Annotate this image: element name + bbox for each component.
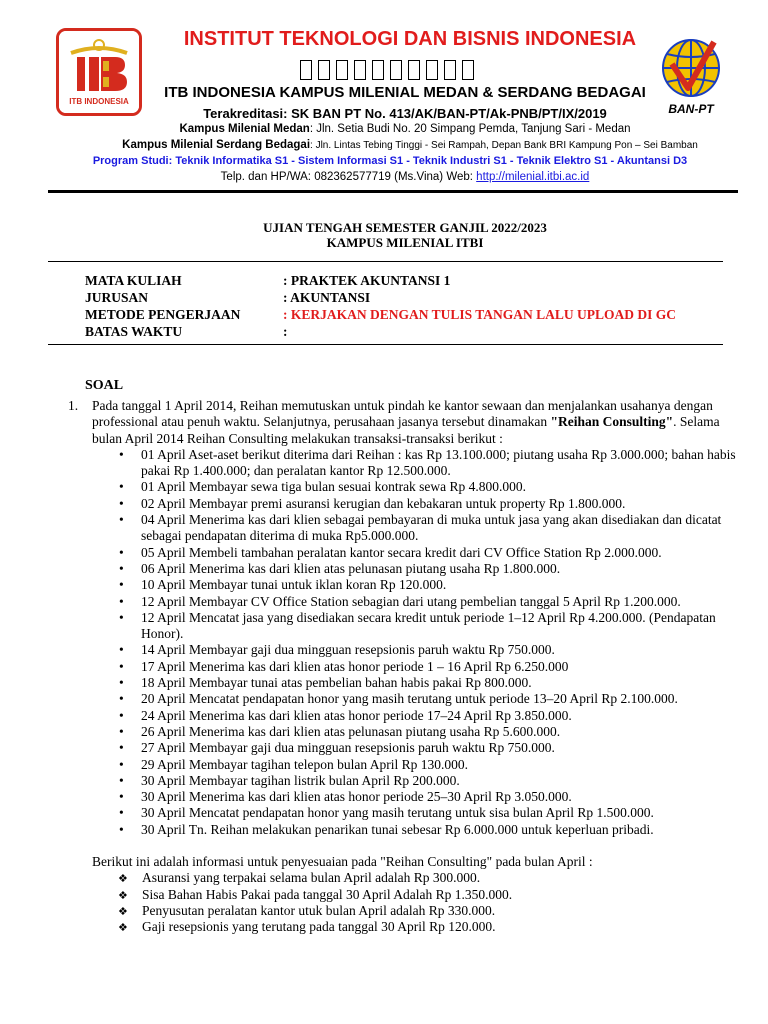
transaction-item [119, 789, 751, 805]
transaction-text: 30 April Membayar tagihan listrik bulan April Rp 200.000. [141, 772, 460, 788]
transaction-text: 18 April Membayar tunai atas pembelian bahan habis pakai Rp 800.000. [141, 675, 532, 691]
question-intro [92, 398, 742, 447]
bullet-icon: • [119, 691, 124, 707]
institute-name: INSTITUT TEKNOLOGI DAN BISNIS INDONESIA [183, 28, 637, 50]
intro-part2: . Selama bulan April 2014 Reihan Consulting melakukan transaksi-transaksi berikut : [92, 414, 720, 446]
contact-text: Telp. dan HP/WA: 082362577719 (Ms.Vina) Web: [220, 171, 477, 183]
transaction-text: 12 April Membayar CV Office Station sebagian dari utang pembelian tanggal 5 April Rp 1.200.000. [141, 593, 681, 609]
adjustment-item [118, 919, 748, 935]
transaction-text: 29 April Membayar tagihan telepon bulan April Rp 130.000. [141, 756, 468, 772]
address-serdang-label: Kampus Milenial Serdang Bedagai [122, 139, 311, 151]
intro-part1: Pada tanggal 1 April 2014, Reihan memutuskan untuk pindah ke kantor sewaan dan menjalankan usahanya dengan professional atau penuh waktu. Selanjutnya, perusahaan jasanya tersebut dinamakan [92, 398, 713, 430]
ban-pt-logo [654, 34, 728, 120]
info-bottom-rule [48, 344, 723, 345]
itb-indonesia-logo [56, 28, 142, 116]
adjustment-item [118, 886, 748, 903]
info-top-rule [48, 261, 723, 262]
bullet-icon: • [119, 446, 124, 462]
adjustment-text: Gaji resepsionis yang terutang pada tanggal 30 April Rp 120.000. [142, 919, 496, 935]
exam-title-line2: KAMPUS MILENIAL ITBI [326, 235, 484, 250]
website-link[interactable]: http://milenial.itbi.ac.id [476, 171, 590, 183]
transaction-text: 01 April Aset-aset berikut diterima dari Reihan : kas Rp 13.100.000; piutang usaha Rp 3.000.000; bahan habis pakai Rp 1.400.000; dan peralatan kantor Rp 12.500.000. [141, 446, 736, 479]
bullet-icon: • [119, 772, 124, 788]
bullet-icon: • [119, 756, 124, 772]
transaction-item [119, 609, 751, 643]
bullet-icon: • [119, 723, 124, 739]
info-label: BATAS WAKTU [85, 324, 183, 339]
transaction-text: 02 April Membayar premi asuransi kerugian dan kebakaran untuk property Rp 1.800.000. [141, 495, 626, 511]
diamond-bullet-icon: ❖ [118, 904, 128, 918]
bullet-icon: • [119, 577, 124, 593]
address-medan-label: Kampus Milenial Medan [179, 123, 310, 135]
logo-right-text: BAN-PT [668, 102, 714, 116]
transaction-text: 30 April Menerima kas dari klien atas honor periode 25–30 April Rp 3.050.000. [141, 789, 572, 805]
address-serdang-text: : Jln. Lintas Tebing Tinggi - Sei Rampah, Depan Bank BRI Kampung Pon – Sei Bamban [310, 140, 698, 151]
address-medan-text: : Jln. Setia Budi No. 20 Simpang Pemda, Tanjung Sari - Medan [309, 123, 631, 135]
transaction-item [119, 740, 751, 756]
bullet-icon: • [119, 544, 124, 560]
transaction-text: 14 April Membayar gaji dua mingguan resepsionis paruh waktu Rp 750.000. [141, 642, 555, 658]
transaction-item [119, 675, 751, 691]
transaction-item [119, 446, 751, 480]
transaction-text: 30 April Tn. Reihan melakukan penarikan tunai sebesar Rp 6.000.000 untuk keperluan pribadi. [141, 821, 654, 837]
transaction-text: 17 April Menerima kas dari klien atas honor periode 1 – 16 April Rp 6.250.000 [141, 658, 569, 674]
bullet-icon: • [119, 512, 124, 528]
transaction-text: 27 April Membayar gaji dua mingguan resepsionis paruh waktu Rp 750.000. [141, 740, 555, 756]
transaction-item [119, 691, 751, 707]
adjustment-text: Penyusutan peralatan kantor utuk bulan April adalah Rp 330.000. [142, 902, 496, 918]
adjustment-item [118, 902, 748, 919]
adjustment-list [118, 870, 748, 935]
info-value: : PRAKTEK AKUNTANSI 1 [283, 273, 451, 288]
transaction-item [119, 658, 751, 675]
transaction-text: 05 April Membeli tambahan peralatan kantor secara kredit dari CV Office Station Rp 2.000.000. [141, 544, 662, 560]
transaction-item [119, 821, 751, 838]
accreditation-line: Terakreditasi: SK BAN PT No. 413/AK/BAN-PT/Ak-PNB/PT/IX/2019 [203, 106, 607, 121]
bullet-icon: • [119, 789, 124, 805]
info-value: : KERJAKAN DENGAN TULIS TANGAN LALU UPLOAD DI GC [283, 307, 677, 322]
info-label: METODE PENGERJAAN [85, 307, 241, 322]
missing-glyph-row [300, 60, 474, 80]
adjustment-intro: Berikut ini adalah informasi untuk penyesuaian pada "Reihan Consulting" pada bulan April : [92, 854, 593, 870]
bullet-icon: • [119, 560, 124, 576]
transaction-text: 01 April Membayar sewa tiga bulan sesuai kontrak sewa Rp 4.800.000. [141, 479, 527, 495]
transaction-item [119, 772, 751, 789]
study-programs: Program Studi: Teknik Informatika S1 - Sistem Informasi S1 - Teknik Industri S1 - Teknik Elektro S1 - Akuntansi D3 [92, 155, 688, 167]
exam-title-line1: UJIAN TENGAH SEMESTER GANJIL 2022/2023 [263, 220, 547, 235]
bullet-icon: • [119, 495, 124, 511]
question-number: 1. [68, 398, 79, 413]
info-value: : AKUNTANSI [283, 290, 371, 305]
company-name: "Reihan Consulting" [550, 414, 674, 430]
diamond-bullet-icon: ❖ [118, 872, 128, 886]
address-medan [60, 123, 750, 135]
diamond-bullet-icon: ❖ [118, 888, 128, 902]
transaction-text: 24 April Menerima kas dari klien atas honor periode 17–24 April Rp 3.850.000. [141, 707, 572, 723]
transaction-item [119, 756, 751, 773]
info-label: MATA KULIAH [85, 273, 182, 288]
transaction-item [119, 560, 751, 577]
bullet-icon: • [119, 609, 124, 625]
exam-title [60, 220, 750, 250]
bullet-icon: • [119, 479, 124, 495]
transaction-item [119, 479, 751, 495]
bullet-icon: • [119, 821, 124, 837]
transaction-text: 30 April Mencatat pendapatan honor yang masih terutang untuk sisa bulan April Rp 1.500.000. [141, 805, 654, 821]
transaction-text: 10 April Membayar tunai untuk iklan koran Rp 120.000. [141, 577, 447, 593]
bullet-icon: • [119, 707, 124, 723]
transaction-list [119, 446, 751, 838]
campus-name: ITB INDONESIA KAMPUS MILENIAL MEDAN & SERDANG BEDAGAI [164, 84, 646, 101]
transaction-item [119, 642, 751, 658]
bullet-icon: • [119, 675, 124, 691]
transaction-text: 12 April Mencatat jasa yang disediakan secara kredit untuk periode 1–12 April Rp 4.200.000. (Pendapatan Honor). [141, 609, 716, 642]
transaction-item [119, 805, 751, 821]
bullet-icon: • [119, 593, 124, 609]
transaction-item [119, 544, 751, 561]
adjustment-text: Asuransi yang terpakai selama bulan April adalah Rp 300.000. [142, 870, 481, 886]
info-label: JURUSAN [85, 290, 149, 305]
transaction-item [119, 707, 751, 724]
transaction-item [119, 495, 751, 512]
transaction-item [119, 593, 751, 610]
transaction-text: 04 April Menerima kas dari klien sebagai pembayaran di muka untuk jasa yang akan disediakan dan dicatat sebagai pendapatan diterima di muka Rp5.000.000. [141, 512, 722, 544]
logo-left-text: ITB INDONESIA [69, 97, 129, 106]
bullet-icon: • [119, 642, 124, 658]
bullet-icon: • [119, 805, 124, 821]
transaction-text: 06 April Menerima kas dari klien atas pelunasan piutang usaha Rp 1.800.000. [141, 560, 561, 576]
diamond-bullet-icon: ❖ [118, 921, 128, 935]
transaction-text: 26 April Menerima kas dari klien atas pelunasan piutang usaha Rp 5.600.000. [141, 723, 561, 739]
header-divider [48, 190, 738, 193]
bullet-icon: • [119, 658, 124, 674]
transaction-item [119, 577, 751, 593]
bullet-icon: • [119, 740, 124, 756]
transaction-text: 20 April Mencatat pendapatan honor yang masih terutang untuk periode 13–20 April Rp 2.100.000. [141, 691, 678, 707]
transaction-item [119, 512, 751, 545]
address-serdang [40, 139, 768, 151]
question-1 [68, 398, 748, 936]
soal-heading: SOAL [85, 378, 124, 393]
transaction-item [119, 723, 751, 740]
adjustment-item [118, 870, 748, 886]
contact-line [60, 171, 750, 183]
info-value: : [283, 324, 288, 339]
adjustment-text: Sisa Bahan Habis Pakai pada tanggal 30 April Adalah Rp 1.350.000. [142, 886, 513, 902]
